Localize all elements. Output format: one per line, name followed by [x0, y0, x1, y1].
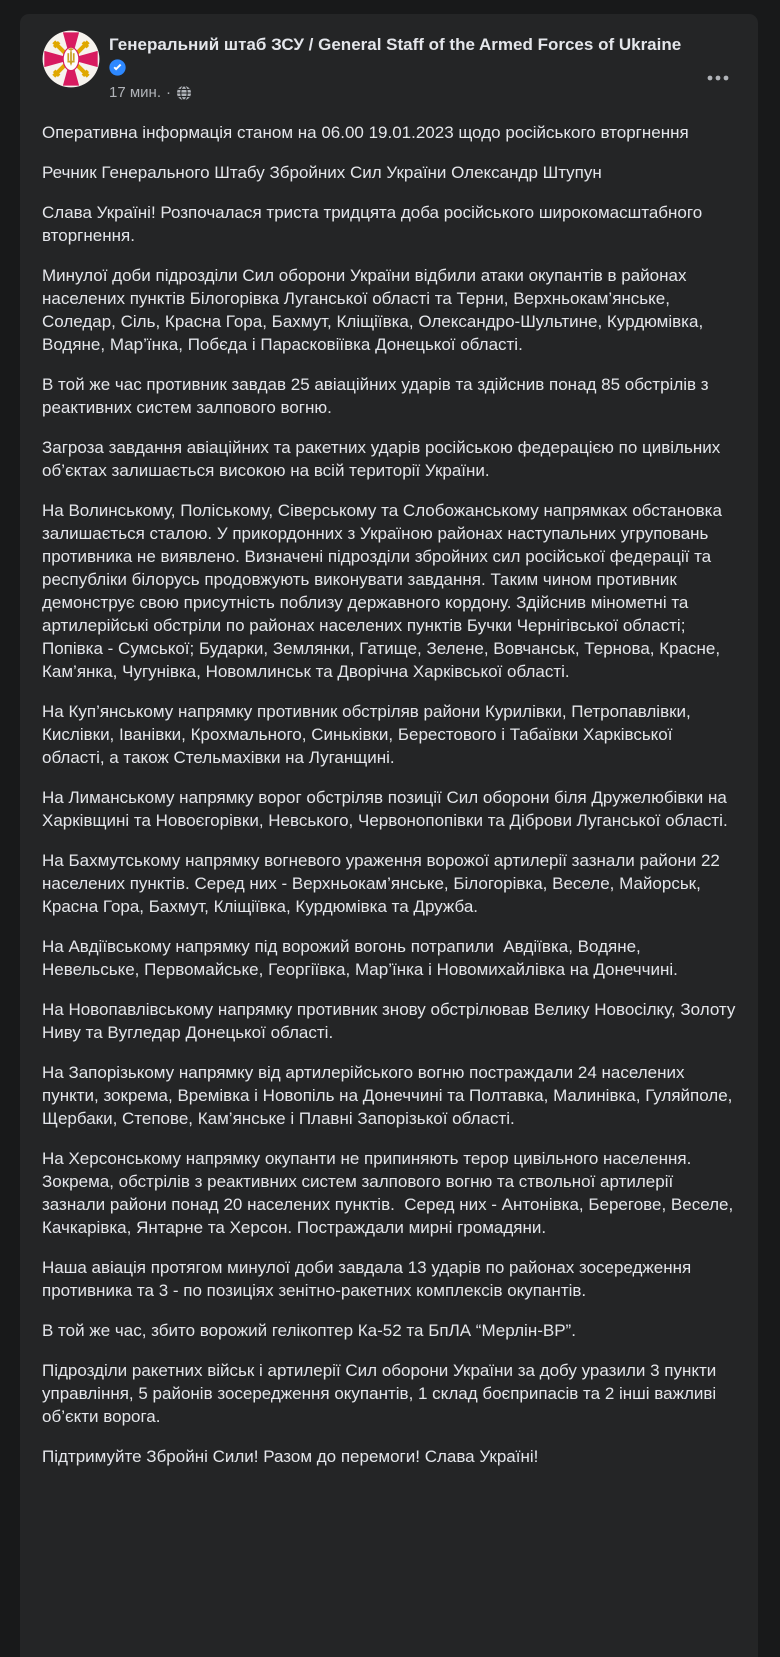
post-timestamp[interactable]: 17 мин.	[109, 84, 161, 101]
post-paragraph: На Куп’янському напрямку противник обстріляв райони Курилівки, Петропавлівки, Кислівки, Іванівки, Крохмального, Синьківки, Берестового і Табаївки Харківської області, а також Стельмахівки на Луганщині.	[42, 702, 696, 767]
post-paragraph: Оперативна інформація станом на 06.00 19.01.2023 щодо російського вторгнення	[42, 123, 689, 142]
post-paragraph: Речник Генерального Штабу Збройних Сил України Олександр Штупун	[42, 163, 602, 182]
meta-separator: ·	[166, 84, 171, 101]
post-paragraph: На Новопавлівському напрямку противник знову обстрілював Велику Новосілку, Золоту Ниву та Вугледар Донецької області.	[42, 1000, 741, 1042]
avatar[interactable]	[42, 30, 100, 88]
post-paragraph: На Лиманському напрямку ворог обстріляв позиції Сил оборони біля Дружелюбівки на Харківщині та Новоєгорівки, Невського, Червонопопівки та Діброви Луганської області.	[42, 788, 732, 830]
general-staff-emblem-icon	[42, 75, 100, 88]
more-options-button[interactable]	[700, 58, 736, 94]
post-card	[20, 14, 758, 1657]
badge-row	[109, 61, 684, 78]
post-paragraph: На Запорізькому напрямку від артилерійського вогню постраждали 24 населених пункти, зокрема, Времівка і Новопіль на Донеччині та Полтавка, Малинівка, Гуляйполе, Щербаки, Степове, Кам’янське і Плавні Запорізької області.	[42, 1063, 738, 1128]
ellipsis-icon	[707, 69, 729, 84]
post-paragraph: На Авдіївському напрямку під ворожий вогонь потрапили Авдіївка, Водяне, Невельське, Первомайське, Георгіївка, Мар’їнка і Новомихайлівка на Донеччині.	[42, 937, 678, 979]
post-paragraph: Підтримуйте Збройні Сили! Разом до перемоги! Слава Україні!	[42, 1447, 539, 1466]
post-meta-row	[109, 83, 684, 102]
post-paragraph: Підрозділи ракетних військ і артилерії Сил оборони України за добу уразили 3 пункти управління, 5 районів зосередження окупантів, 1 склад боєприпасів та 2 інші важливі об’єкти ворога.	[42, 1361, 721, 1426]
post-paragraph: Минулої доби підрозділи Сил оборони України відбили атаки окупантів в районах населених пунктів Білогорівка Луганської області та Терни, Верхньокам’янське, Соледар, Сіль, Красна Гора, Бахмут, Кліщіївка, Олександро-Шультине, Курдюмівка, Водяне, Мар’їнка, Побєда і Парасковіївка Донецької області.	[42, 266, 708, 354]
post-paragraph: Загроза завдання авіаційних та ракетних ударів російською федерацією по цивільних об’єктах залишається високою на всій території України.	[42, 438, 725, 480]
post-paragraph: На Волинському, Поліському, Сіверському та Слобожанському напрямках обстановка залишається сталою. У прикордонних з Україною районах наступальних угруповань противника не виявлено. Визначені підрозділи збройних сил російської федерації та республіки білорусь продовжують виконувати завдання. Таким чином противник демонструє свою присутність поблизу державного кордону. Здійснив мінометні та артилерійські обстріли по районах населених пунктів Бучки Чернігівської області; Попівка - Сумської; Бударки, Землянки, Гатище, Зелене, Вовчанськ, Тернова, Красне, Кам’янка, Чугунівка, Новомлинськ та Дворічна Харківської області.	[42, 501, 727, 681]
verified-badge-icon	[109, 59, 126, 81]
post-paragraph: На Херсонському напрямку окупанти не припиняють терор цивільного населення. Зокрема, обстрілів з реактивних систем залпового вогню та ствольної артилерії зазнали райони понад 20 населених пунктів. Серед них - Антонівка, Берегове, Веселе, Качкарівка, Янтарне та Херсон. Постраждали мирні громадяни.	[42, 1149, 738, 1237]
page-name-link[interactable]: Генеральний штаб ЗСУ / General Staff of the Armed Forces of Ukraine	[109, 35, 682, 54]
header-text-block	[109, 30, 684, 102]
post-paragraph: В той же час, збито ворожий гелікоптер Ка-52 та БпЛА “Мерлін-ВР”.	[42, 1321, 576, 1340]
post-paragraph: Наша авіація протягом минулої доби завдала 13 ударів по районах зосередження противника та 3 - по позиціях зенітно-ракетних комплексів окупантів.	[42, 1258, 696, 1300]
post-text	[42, 121, 741, 1468]
globe-privacy-icon	[176, 85, 192, 101]
post-paragraph: На Бахмутському напрямку вогневого ураження ворожої артилерії зазнали райони 22 населених пунктів. Серед них - Верхньокам’янське, Білогорівка, Веселе, Майорськ, Красна Гора, Бахмут, Кліщіївка, Курдюмівка та Дружба.	[42, 851, 725, 916]
post-header	[42, 30, 736, 102]
post-paragraph: В той же час противник завдав 25 авіаційних ударів та здійснив понад 85 обстрілів з реактивних систем залпового вогню.	[42, 375, 714, 417]
post-paragraph: Слава Україні! Розпочалася триста тридцята доба російського широкомасштабного вторгнення.	[42, 203, 707, 245]
